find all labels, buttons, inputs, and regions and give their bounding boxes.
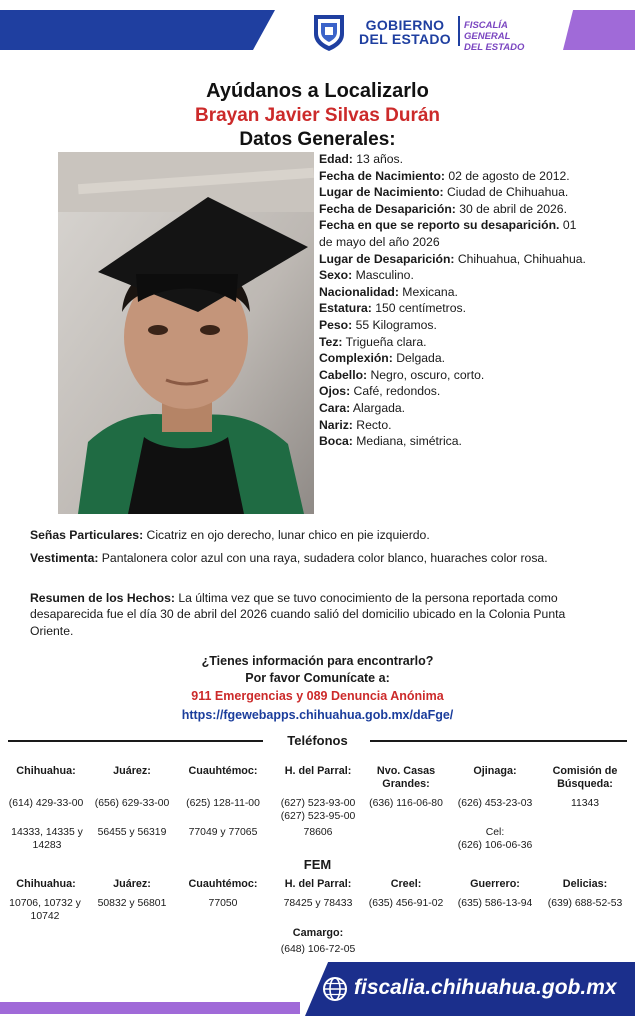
detail-value: Masculino. [352,268,414,283]
detail-sexo [319,267,589,284]
tel-city-juarez: Juárez: [113,765,151,777]
tel-phone-parral[interactable]: (627) 523-93-00 (627) 523-95-00 [280,798,356,822]
vestimenta [30,550,590,566]
detail-edad [319,151,589,168]
detail-label: Fecha en que se reporto su desaparición. [319,218,560,233]
detail-value: Mediana, simétrica. [352,434,462,449]
portrait-illustration [58,152,314,514]
fem-value-juarez: 50832 y 56801 [97,898,167,909]
detail-cara [319,400,589,417]
tel-ext-chihuahua: 14333, 14335 y 14283 [11,827,83,851]
senas-particulares [30,527,590,543]
tel-city-nvo-casas-grandes: Nvo. Casas Grandes: [376,765,436,790]
fem-value-delicias[interactable]: (639) 688-52-53 [547,898,623,909]
detail-label: Ojos: [319,384,351,399]
gobierno-logo-text [355,18,455,46]
detail-fecha-nacimiento [319,168,589,185]
detail-estatura [319,300,589,317]
detail-boca [319,433,589,450]
tel-phone-juarez[interactable]: (656) 629-33-00 [94,798,170,809]
tel-city-comision: Comisión de Búsqueda: [552,765,618,790]
detail-label: Lugar de Nacimiento: [319,185,444,200]
detail-value: Recto. [352,417,392,432]
fiscalia-line-1: FISCALÍA GENERAL [464,20,511,42]
detail-label: Nariz: [319,417,353,432]
contact-please: Por favor Comunícate a: [245,671,390,685]
detail-value: Mexicana. [398,284,458,299]
detail-nacionalidad [319,284,589,301]
detail-label: Cabello: [319,367,368,382]
detail-value: Trigueña clara. [342,334,427,349]
detail-lugar-desaparicion [319,251,589,268]
fiscalia-logo-text [464,20,544,53]
detail-value: Alargada. [350,400,406,415]
tel-phone-chihuahua[interactable]: (614) 429-33-00 [8,798,84,809]
fem-title: FEM [303,857,332,872]
fem-value-chihuahua: 10706, 10732 y 10742 [9,898,81,922]
fem-city-guerrero: Guerrero: [470,878,520,890]
detail-value: 01 de mayo del año 2026 [319,218,577,249]
detail-label: Peso: [319,317,353,332]
header-blue-band [0,10,275,50]
section-general-title: Datos Generales: [239,129,396,150]
vestimenta-value: Pantalonera color azul con una raya, sudadera color blanco, huaraches color rosa. [98,551,548,565]
detail-label: Boca: [319,434,353,449]
footer-purple-band [0,1002,300,1014]
detail-label: Tez: [319,334,343,349]
report-url-link[interactable]: https://fgewebapps.chihuahua.gob.mx/daFge/ [181,708,454,722]
header-purple-band [563,10,635,50]
senas-label: Señas Particulares: [30,528,144,542]
detail-label: Sexo: [319,268,353,283]
tel-phone-cuauhtemoc[interactable]: (625) 128-11-00 [186,798,260,809]
resumen-value: La última vez que se tuvo conocimiento de la persona reportada como desaparecida fue el día 30 de abril del 2026 cuando salió del domicilio ubicado en la Colonia Punta Oriente. [30,591,566,638]
detail-value: Negro, oscuro, corto. [367,367,485,382]
gobierno-line-1: GOBIERNO [365,17,445,33]
telefonos-title: Teléfonos [287,733,348,748]
fiscalia-line-2: DEL ESTADO [464,42,525,53]
detail-cabello [319,367,589,384]
detail-value: Café, redondos. [350,384,441,399]
tel-phone-comision[interactable]: 11343 [570,798,600,809]
tel-phone-nvo-casas-grandes[interactable]: (636) 116-06-80 [369,798,443,809]
detail-value: 55 Kilogramos. [352,317,437,332]
fem-city-juarez: Juárez: [113,878,151,890]
contact-question: ¿Tienes información para encontrarlo? [201,654,434,668]
detail-value: 150 centímetros. [371,301,466,316]
detail-fecha-reporte [319,217,589,250]
emergency-numbers: 911 Emergencias y 089 Denuncia Anónima [191,689,444,703]
detail-lugar-nacimiento [319,184,589,201]
resumen-hechos [30,590,590,639]
detail-label: Fecha de Desaparición: [319,201,456,216]
missing-person-photo [58,152,314,514]
page-title: Ayúdanos a Localizarlo [206,80,429,102]
logo-divider [458,16,460,46]
tel-ext-cuauhtemoc: 77049 y 77065 [188,827,258,838]
detail-fecha-desaparicion [319,201,589,218]
detail-value: Delgada. [392,351,445,366]
fem-value-cuauhtemoc: 77050 [208,898,238,909]
fem-value-guerrero[interactable]: (635) 586-13-94 [457,898,533,909]
vestimenta-label: Vestimenta: [30,551,99,565]
detail-label: Lugar de Desaparición: [319,251,455,266]
detail-label: Edad: [319,152,353,166]
detail-label: Cara: [319,400,351,415]
fem-value-creel[interactable]: (635) 456-91-02 [368,898,444,909]
detail-label: Fecha de Nacimiento: [319,168,445,183]
tel-phone-ojinaga[interactable]: (626) 453-23-03 [457,798,533,809]
tel-city-cuauhtemoc: Cuauhtémoc: [188,765,258,777]
gobierno-line-2: DEL ESTADO [359,31,451,47]
detail-nariz [319,417,589,434]
fem-value-camargo[interactable]: (648) 106-72-05 [280,944,356,955]
detail-value: 02 de agosto de 2012. [444,168,570,183]
fem-city-creel: Creel: [390,878,422,890]
detail-label: Nacionalidad: [319,284,399,299]
header [0,0,635,62]
person-name: Brayan Javier Silvas Durán [194,105,441,126]
tel-city-chihuahua: Chihuahua: [16,765,76,777]
tel-city-ojinaga: Ojinaga: [473,765,517,777]
detail-peso [319,317,589,334]
fem-value-parral: 78425 y 78433 [283,898,353,909]
state-shield-icon [311,12,347,52]
detail-value: 30 de abril de 2026. [455,201,567,216]
detail-label: Complexión: [319,351,393,366]
tel-ext-juarez: 56455 y 56319 [97,827,167,838]
fem-city-delicias: Delicias: [562,878,608,890]
tel-ext-parral: 78606 [303,827,333,838]
detail-value: Ciudad de Chihuahua. [443,185,569,200]
resumen-label: Resumen de los Hechos: [30,591,175,605]
detail-label: Estatura: [319,301,372,316]
fem-city-chihuahua: Chihuahua: [16,878,76,890]
general-details [319,151,589,450]
detail-complexion [319,350,589,367]
detail-value: 13 años. [352,152,404,166]
fem-city-cuauhtemoc: Cuauhtémoc: [188,878,258,890]
fem-city-parral: H. del Parral: [284,878,352,890]
tel-ext-ojinaga: Cel: (626) 106-06-36 [457,827,533,851]
globe-icon [322,976,348,1002]
fem-city-camargo: Camargo: [292,927,344,939]
footer-website-link[interactable]: fiscalia.chihuahua.gob.mx [354,976,617,999]
detail-tez [319,334,589,351]
detail-value: Chihuahua, Chihuahua. [454,251,586,266]
senas-value: Cicatriz en ojo derecho, lunar chico en pie izquierdo. [143,528,430,542]
tel-city-parral: H. del Parral: [284,765,352,777]
detail-ojos [319,383,589,400]
